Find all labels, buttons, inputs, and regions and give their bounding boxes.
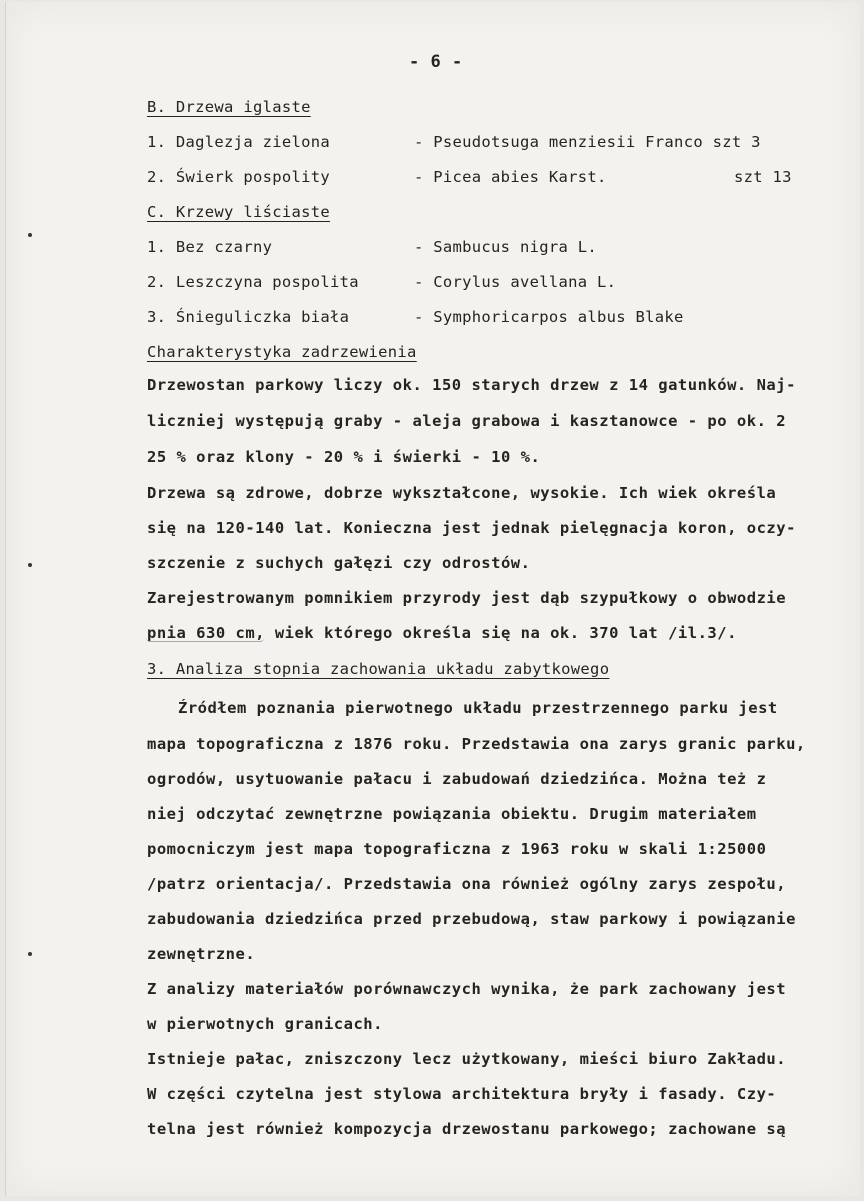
document-page (5, 2, 860, 1196)
text-line: zewnętrzne. (147, 945, 256, 963)
species-quantity: szt 13 (734, 168, 792, 186)
text-line: ogrodów, usytuowanie pałacu i zabudowań dziedzińca. Można też z (147, 770, 767, 788)
species-latin-name: - Pseudotsuga menziesii Franco szt 3 (414, 133, 761, 151)
text-line: mapa topograficzna z 1876 roku. Przedstawia ona zarys granic parku, (147, 735, 806, 753)
text-line: W części czytelna jest stylowa architektura bryły i fasady. Czy- (147, 1085, 777, 1103)
text-line: Drzewostan parkowy liczy ok. 150 starych drzew z 14 gatunków. Naj- (147, 376, 796, 394)
species-polish-name: 1. Bez czarny (147, 238, 273, 256)
margin-mark (28, 952, 32, 956)
text-line: niej odczytać zewnętrzne powiązania obiektu. Drugim materiałem (147, 805, 757, 823)
margin-mark (28, 563, 32, 567)
species-latin-name: - Sambucus nigra L. (414, 238, 598, 256)
margin-mark (28, 233, 32, 237)
text-line: /patrz orientacja/. Przedstawia ona również ogólny zarys zespołu, (147, 875, 787, 893)
pencil-underline (146, 638, 264, 642)
text-line: Drzewa są zdrowe, dobrze wykształcone, wysokie. Ich wiek określa (147, 484, 777, 502)
analiza-heading: 3. Analiza stopnia zachowania układu zabytkowego (147, 660, 610, 678)
species-polish-name: 3. Śnieguliczka biała (147, 308, 350, 326)
species-polish-name: 2. Świerk pospolity (147, 168, 331, 186)
text-line: w pierwotnych granicach. (147, 1015, 383, 1033)
species-polish-name: 1. Daglezja zielona (147, 133, 331, 151)
section-b-heading: B. Drzewa iglaste (147, 98, 311, 116)
charakterystyka-heading: Charakterystyka zadrzewienia (147, 343, 417, 361)
text-line: liczniej występują graby - aleja grabowa i kasztanowce - po ok. 2 (147, 412, 787, 430)
page-number: - 6 - (409, 52, 463, 72)
text-line: 25 % oraz klony - 20 % i świerki - 10 %. (147, 448, 541, 466)
text-line: się na 120-140 lat. Konieczna jest jednak pielęgnacja koron, oczy- (147, 519, 796, 537)
text-line: telna jest również kompozycja drzewostanu parkowego; zachowane są (147, 1120, 787, 1138)
text-line: szczenie z suchych gałęzi czy odrostów. (147, 554, 531, 572)
text-line: zabudowania dziedzińca przed przebudową, staw parkowy i powiązanie (147, 910, 796, 928)
text-line: Istnieje pałac, zniszczony lecz użytkowany, mieści biuro Zakładu. (147, 1050, 787, 1068)
text-line: Z analizy materiałów porównawczych wynika, że park zachowany jest (147, 980, 787, 998)
text-line: Źródłem poznania pierwotnego układu przestrzennego parku jest (178, 699, 778, 717)
text-line: Zarejestrowanym pomnikiem przyrody jest dąb szypułkowy o obwodzie (147, 589, 787, 607)
species-latin-name: - Corylus avellana L. (414, 273, 617, 291)
species-polish-name: 2. Leszczyna pospolita (147, 273, 359, 291)
species-latin-name: - Symphoricarpos albus Blake (414, 308, 684, 326)
text-line: pnia 630 cm, wiek którego określa się na ok. 370 lat /il.3/. (147, 624, 737, 642)
section-c-heading: C. Krzewy liściaste (147, 203, 331, 221)
species-latin-name: - Picea abies Karst. (414, 168, 607, 186)
text-line: pomocniczym jest mapa topograficzna z 1963 roku w skali 1:25000 (147, 840, 767, 858)
